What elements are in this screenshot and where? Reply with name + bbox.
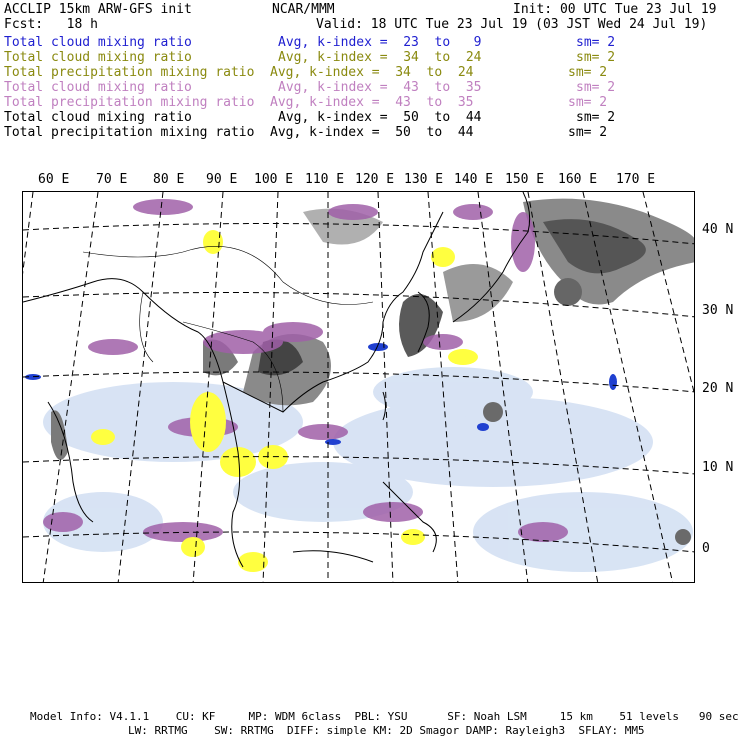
lon-label: 170 E bbox=[616, 172, 656, 187]
lat-label: 0 bbox=[702, 541, 710, 556]
lon-label: 160 E bbox=[558, 172, 598, 187]
field-sm: sm= 2 bbox=[576, 35, 616, 50]
lat-label: 20 N bbox=[702, 381, 734, 396]
lon-label: 100 E bbox=[254, 172, 294, 187]
lat-label: 40 N bbox=[702, 222, 734, 237]
lat-label: 10 N bbox=[702, 460, 734, 475]
light-cloud-layer bbox=[43, 367, 693, 572]
lon-label: 60 E bbox=[38, 172, 70, 187]
lon-label: 120 E bbox=[355, 172, 395, 187]
field-sm: sm= 2 bbox=[568, 125, 608, 140]
field-sm: sm= 2 bbox=[576, 110, 616, 125]
field-sm: sm= 2 bbox=[576, 50, 616, 65]
field-name: Total precipitation mixing ratio bbox=[4, 95, 255, 110]
lon-label: 110 E bbox=[305, 172, 345, 187]
field-sm: sm= 2 bbox=[568, 65, 608, 80]
field-avg: Avg, k-index = 43 to 35 bbox=[270, 95, 474, 110]
valid-time: Valid: 18 UTC Tue 23 Jul 19 (03 JST Wed 24 Jul 19) bbox=[316, 17, 708, 32]
lon-label: 140 E bbox=[454, 172, 494, 187]
field-avg: Avg, k-index = 50 to 44 bbox=[270, 125, 474, 140]
field-name: Total precipitation mixing ratio bbox=[4, 125, 255, 140]
field-avg: Avg, k-index = 34 to 24 bbox=[278, 50, 482, 65]
field-sm: sm= 2 bbox=[576, 80, 616, 95]
field-avg: Avg, k-index = 43 to 35 bbox=[278, 80, 482, 95]
field-avg: Avg, k-index = 34 to 24 bbox=[270, 65, 474, 80]
map-panel bbox=[22, 191, 695, 583]
map-svg bbox=[23, 192, 695, 583]
lon-label: 150 E bbox=[505, 172, 545, 187]
lat-label: 30 N bbox=[702, 303, 734, 318]
field-avg: Avg, k-index = 23 to 9 bbox=[278, 35, 482, 50]
lon-label: 130 E bbox=[404, 172, 444, 187]
model-info-line1: Model Info: V4.1.1 CU: KF MP: WDM 6class PBL: YSU SF: Noah LSM 15 km 51 levels 90 sec bbox=[30, 710, 739, 723]
field-name: Total cloud mixing ratio bbox=[4, 50, 192, 65]
field-name: Total precipitation mixing ratio bbox=[4, 65, 255, 80]
model-info-line2: LW: RRTMG SW: RRTMG DIFF: simple KM: 2D Smagor DAMP: Rayleigh3 SFLAY: MM5 bbox=[128, 724, 645, 737]
model-title: ACCLIP 15km ARW-GFS init bbox=[4, 2, 192, 17]
field-name: Total cloud mixing ratio bbox=[4, 110, 192, 125]
init-time: Init: 00 UTC Tue 23 Jul 19 bbox=[513, 2, 717, 17]
field-avg: Avg, k-index = 50 to 44 bbox=[278, 110, 482, 125]
field-name: Total cloud mixing ratio bbox=[4, 80, 192, 95]
org-title: NCAR/MMM bbox=[272, 2, 335, 17]
lon-label: 70 E bbox=[96, 172, 128, 187]
field-sm: sm= 2 bbox=[568, 95, 608, 110]
lon-label: 90 E bbox=[206, 172, 238, 187]
forecast-hour: Fcst: 18 h bbox=[4, 17, 98, 32]
field-name: Total cloud mixing ratio bbox=[4, 35, 192, 50]
lon-label: 80 E bbox=[153, 172, 185, 187]
